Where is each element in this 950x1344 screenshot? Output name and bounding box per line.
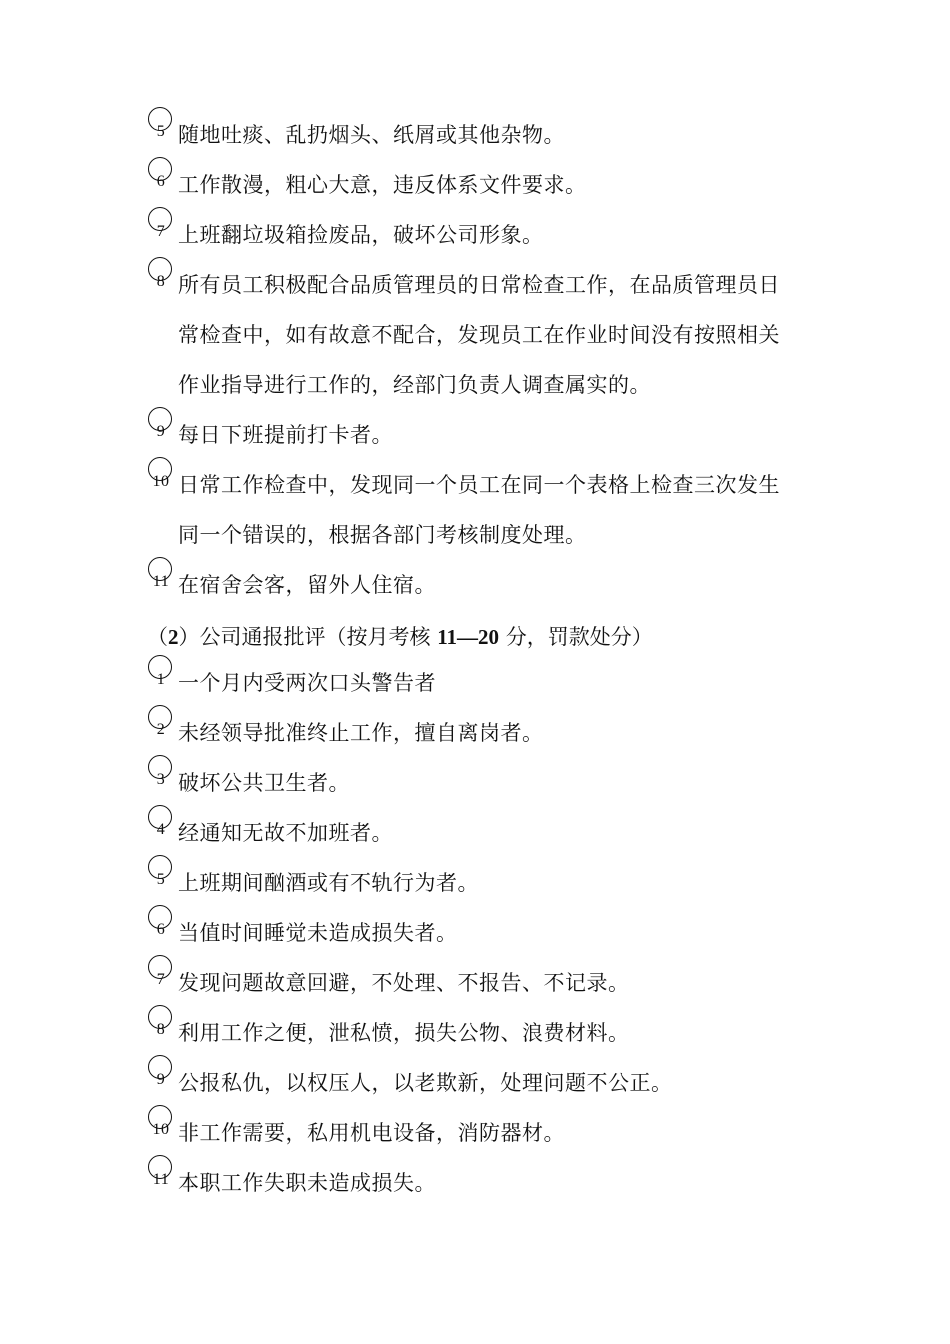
section-2-heading <box>147 612 653 662</box>
circled-number-icon <box>147 652 177 692</box>
list-item <box>147 560 827 610</box>
item-text: 非工作需要，私用机电设备，消防器材。 <box>178 1121 565 1145</box>
item-line <box>147 410 827 460</box>
item-line <box>147 658 827 708</box>
item-number: 6 <box>156 921 166 938</box>
list-item <box>147 1008 827 1058</box>
item-number: 10 <box>152 1121 170 1138</box>
heading-section-number: 2 <box>168 625 179 649</box>
item-text: 破坏公共卫生者。 <box>178 771 350 795</box>
circled-number-icon <box>147 1152 177 1192</box>
item-number: 5 <box>156 123 166 140</box>
circled-number-icon <box>147 752 177 792</box>
item-number: 9 <box>156 1071 166 1088</box>
heading-score-range: 11—20 <box>437 625 500 649</box>
item-number: 6 <box>156 173 166 190</box>
item-number: 11 <box>152 573 170 590</box>
list-item <box>147 460 827 560</box>
list-item <box>147 1108 827 1158</box>
item-line <box>147 1108 827 1158</box>
item-line <box>147 460 827 510</box>
item-continuation-line <box>147 510 827 560</box>
item-line <box>147 1158 827 1208</box>
item-line <box>147 1058 827 1108</box>
circled-number-icon <box>147 852 177 892</box>
item-line <box>147 758 827 808</box>
circled-number-icon <box>147 1002 177 1042</box>
item-text: 日常工作检查中，发现同一个员工在同一个表格上检查三次发生 <box>178 473 780 497</box>
item-number: 4 <box>156 821 166 838</box>
item-number: 2 <box>156 721 166 738</box>
list-item <box>147 858 827 908</box>
circled-number-icon <box>147 702 177 742</box>
item-text: 常检查中，如有故意不配合，发现员工在作业时间没有按照相关 <box>178 323 780 347</box>
circled-number-icon <box>147 952 177 992</box>
item-line <box>147 708 827 758</box>
item-continuation-line <box>147 310 827 360</box>
item-number: 11 <box>152 1171 170 1188</box>
list-item <box>147 908 827 958</box>
list-item <box>147 958 827 1008</box>
heading-prefix: （ <box>147 625 168 649</box>
item-text: 经通知无故不加班者。 <box>178 821 393 845</box>
item-number: 7 <box>156 223 166 240</box>
item-text: 本职工作失职未造成损失。 <box>178 1171 436 1195</box>
item-number: 5 <box>156 871 166 888</box>
item-text: 随地吐痰、乱扔烟头、纸屑或其他杂物。 <box>178 123 565 147</box>
list-item <box>147 808 827 858</box>
heading-title: ）公司通报批评（按月考核 <box>178 625 438 649</box>
list-item <box>147 110 827 160</box>
item-text: 公报私仇，以权压人，以老欺新，处理问题不公正。 <box>178 1071 673 1095</box>
item-line <box>147 858 827 908</box>
item-text: 工作散漫，粗心大意，违反体系文件要求。 <box>178 173 587 197</box>
item-text: 同一个错误的，根据各部门考核制度处理。 <box>178 523 587 547</box>
item-line <box>147 210 827 260</box>
item-line <box>147 260 827 310</box>
list-item <box>147 1058 827 1108</box>
item-number: 10 <box>152 473 170 490</box>
list-item <box>147 410 827 460</box>
item-text: 当值时间睡觉未造成损失者。 <box>178 921 458 945</box>
circled-number-icon <box>147 404 177 444</box>
circled-number-icon <box>147 454 177 494</box>
circled-number-icon <box>147 802 177 842</box>
item-text: 每日下班提前打卡者。 <box>178 423 393 447</box>
item-line <box>147 908 827 958</box>
item-line <box>147 808 827 858</box>
list-item <box>147 260 827 410</box>
circled-number-icon <box>147 254 177 294</box>
item-text: 在宿舍会客，留外人住宿。 <box>178 573 436 597</box>
list-item <box>147 160 827 210</box>
item-text: 上班翻垃圾箱捡废品，破坏公司形象。 <box>178 223 544 247</box>
item-line <box>147 160 827 210</box>
item-number: 8 <box>156 273 166 290</box>
item-line <box>147 110 827 160</box>
item-text: 上班期间酗酒或有不轨行为者。 <box>178 871 479 895</box>
circled-number-icon <box>147 1052 177 1092</box>
item-line <box>147 1008 827 1058</box>
item-number: 3 <box>156 771 166 788</box>
circled-number-icon <box>147 104 177 144</box>
item-line <box>147 560 827 610</box>
item-number: 1 <box>156 671 166 688</box>
list-item <box>147 210 827 260</box>
item-text: 利用工作之便，泄私愤，损失公物、浪费材料。 <box>178 1021 630 1045</box>
item-text: 一个月内受两次口头警告者 <box>178 671 436 695</box>
circled-number-icon <box>147 204 177 244</box>
item-line <box>147 958 827 1008</box>
list-item <box>147 758 827 808</box>
item-continuation-line <box>147 360 827 410</box>
item-text: 所有员工积极配合品质管理员的日常检查工作，在品质管理员日 <box>178 273 780 297</box>
circled-number-icon <box>147 902 177 942</box>
item-number: 7 <box>156 971 166 988</box>
list-item <box>147 658 827 708</box>
circled-number-icon <box>147 154 177 194</box>
list-item <box>147 708 827 758</box>
heading-suffix: 分，罚款处分） <box>499 625 653 649</box>
item-number: 9 <box>156 423 166 440</box>
circled-number-icon <box>147 1102 177 1142</box>
item-text: 作业指导进行工作的，经部门负责人调查属实的。 <box>178 373 651 397</box>
item-text: 发现问题故意回避，不处理、不报告、不记录。 <box>178 971 630 995</box>
list-item <box>147 1158 827 1208</box>
circled-number-icon <box>147 554 177 594</box>
item-text: 未经领导批准终止工作，擅自离岗者。 <box>178 721 544 745</box>
item-number: 8 <box>156 1021 166 1038</box>
